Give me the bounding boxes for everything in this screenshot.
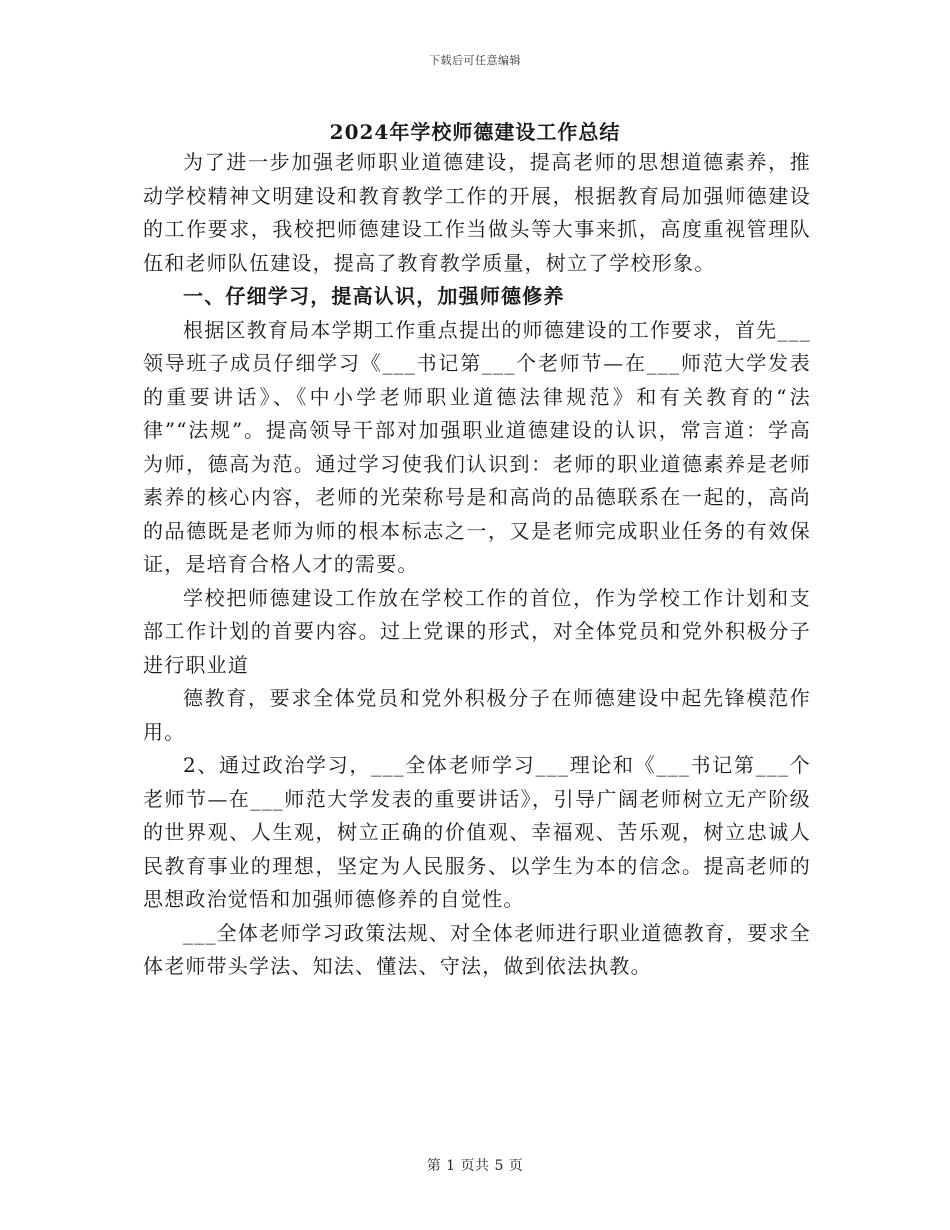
body-paragraph: 2、通过政治学习，___全体老师学习___理论和《___书记第___个老师节—在___师范大学发表的重要讲话》，引导广阔老师树立无产阶级的世界观、人生观，树立正确的价值观、幸福观、苦乐观，树立忠诚人民教育事业的理想，坚定为人民服务、以学生为本的信念。提高老师的思想政治觉悟和加强师德修养的自觉性。 <box>143 753 811 911</box>
page-number-footer: 第 1 页共 5 页 <box>426 1158 524 1174</box>
header-note: 下载后可任意编辑 <box>429 54 521 67</box>
body-paragraph: 根据区教育局本学期工作重点提出的师德建设的工作要求，首先___领导班子成员仔细学习《___书记第___个老师节—在___师范大学发表的重要讲话》、《中小学老师职业道德法律规范》和有关教育的“法律”“法规”。提高领导干部对加强职业道德建设的认识，常言道：学高为师，德高为范。通过学习使我们认识到：老师的职业道德素养是老师素养的核心内容，老师的光荣称号是和高尚的品德联系在一起的，高尚的品德既是老师为师的根本标志之一，又是老师完成职业任务的有效保证，是培育合格人才的需要。 <box>143 317 811 576</box>
body-paragraph: 德教育，要求全体党员和党外积极分子在师德建设中起先锋模范作用。 <box>143 686 811 744</box>
body-paragraph: 学校把师德建设工作放在学校工作的首位，作为学校工作计划和支部工作计划的首要内容。过上党课的形式，对全体党员和党外积极分子进行职业道 <box>143 585 811 677</box>
section-heading-1: 一、仔细学习，提高认识，加强师德修养 <box>183 284 565 308</box>
intro-paragraph: 为了进一步加强老师职业道德建设，提高老师的思想道德素养，推动学校精神文明建设和教育教学工作的开展，根据教育局加强师德建设的工作要求，我校把师德建设工作当做头等大事来抓，高度重视管理队伍和老师队伍建设，提高了教育教学质量，树立了学校形象。 <box>143 150 811 275</box>
body-paragraph: ___全体老师学习政策法规、对全体老师进行职业道德教育，要求全体老师带头学法、知法、懂法、守法，做到依法执教。 <box>143 920 811 978</box>
document-body <box>143 146 811 984</box>
document-title: 2024年学校师德建设工作总结 <box>329 120 621 144</box>
